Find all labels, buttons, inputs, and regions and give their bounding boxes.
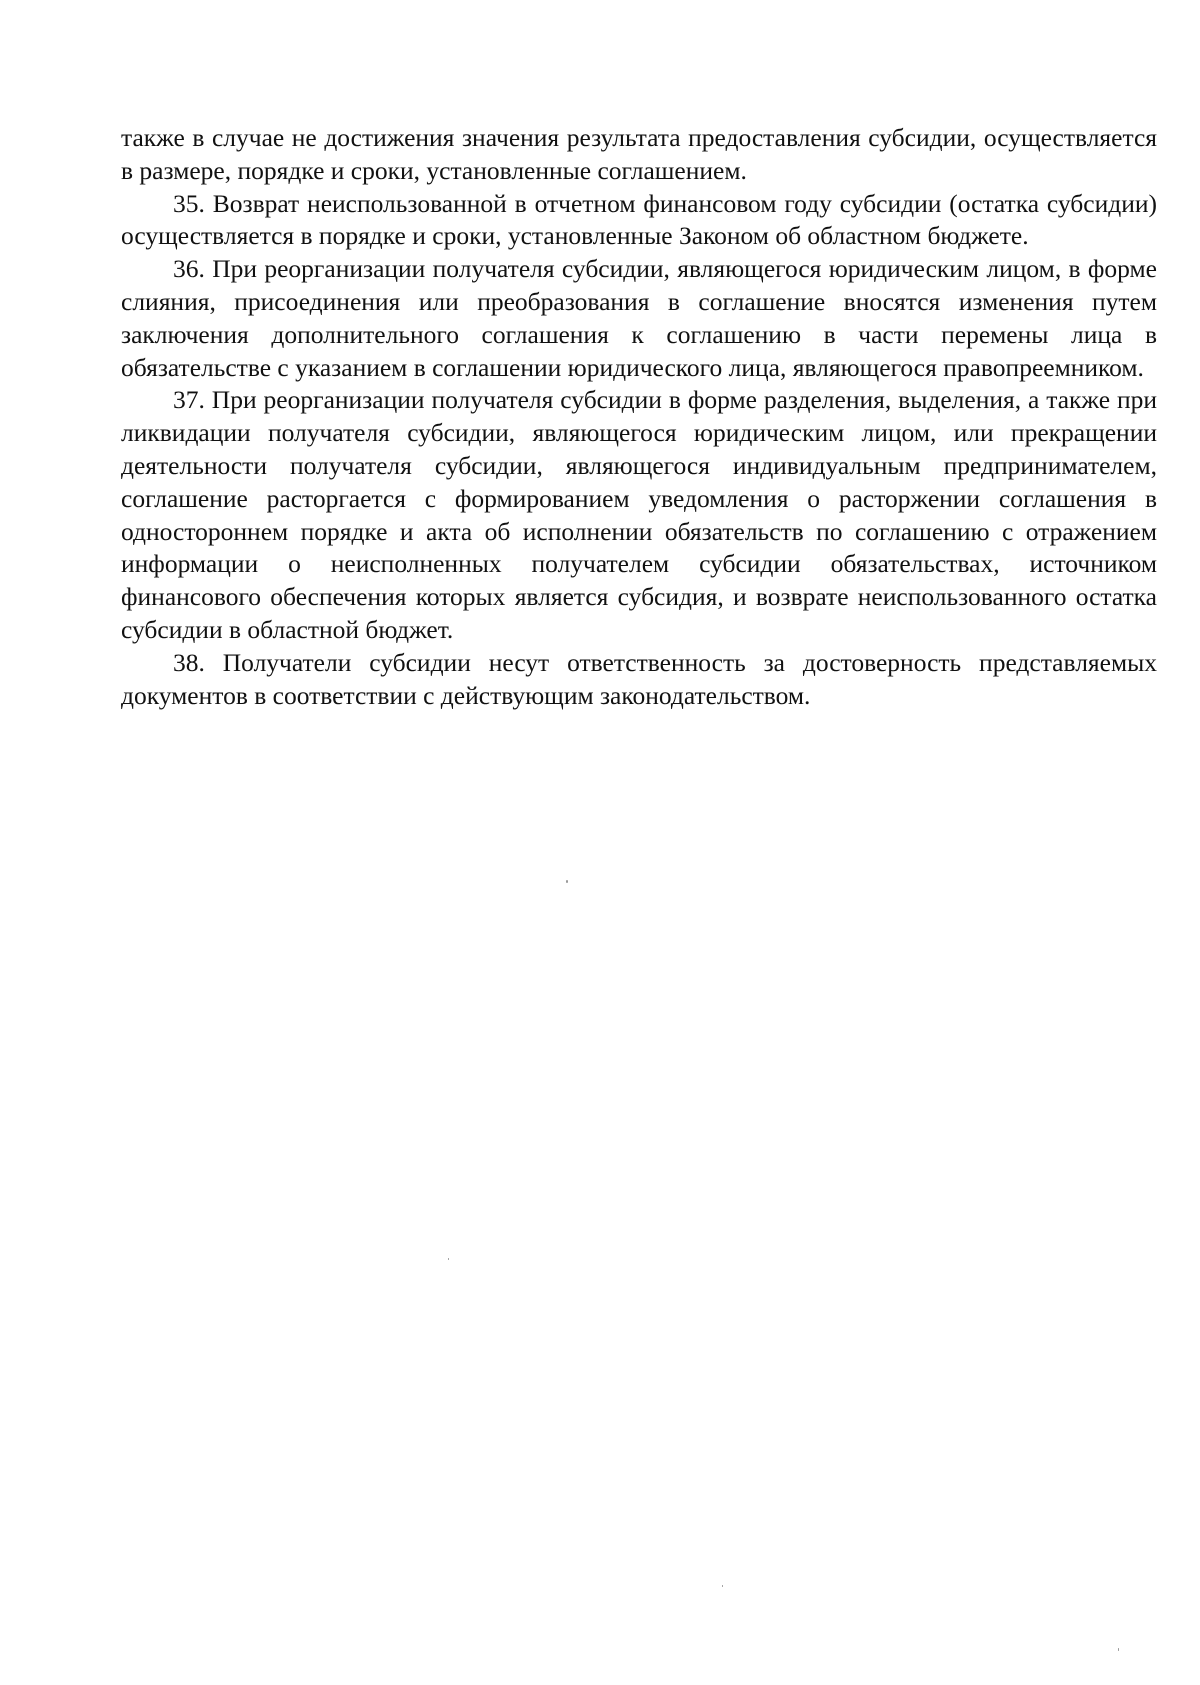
scan-speck xyxy=(448,1258,449,1260)
paragraph-35: 35. Возврат неиспользованной в отчетном финансовом году субсидии (остатка субсидии) осуществляется в порядке и сроки, установленные Законом об областном бюджете. xyxy=(121,188,1157,251)
paragraph-38: 38. Получатели субсидии несут ответственность за достоверность представляемых документов в соответствии с действующим законодательством. xyxy=(121,647,1157,710)
document-body xyxy=(121,122,1157,712)
scan-speck xyxy=(1118,1648,1119,1651)
paragraph-36: 36. При реорганизации получателя субсидии, являющегося юридическим лицом, в форме слияния, присоединения или преобразования в соглашение вносятся изменения путем заключения дополнительного соглашения к соглашению в части перемены лица в обязательстве с указанием в соглашении юридического лица, являющегося правопреемником. xyxy=(121,254,1157,382)
paragraph-37: 37. При реорганизации получателя субсидии в форме разделения, выделения, а также при ликвидации получателя субсидии, являющегося юридическим лицом, или прекращении деятельности получателя субсидии, являющегося индивидуальным предпринимателем, соглашение расторгается с формированием уведомления о расторжении соглашения в одностороннем порядке и акта об исполнении обязательств по соглашению с отражением информации о неисполненных получателем субсидии обязательствах, источником финансового обеспечения которых является субсидия, и возврате неиспользованного остатка субсидии в областной бюджет. xyxy=(121,385,1157,644)
scan-speck xyxy=(722,1585,723,1587)
paragraph-continuation: также в случае не достижения значения результата предоставления субсидии, осуществляется в размере, порядке и сроки, установленные соглашением. xyxy=(121,123,1157,185)
scan-speck xyxy=(566,880,568,883)
